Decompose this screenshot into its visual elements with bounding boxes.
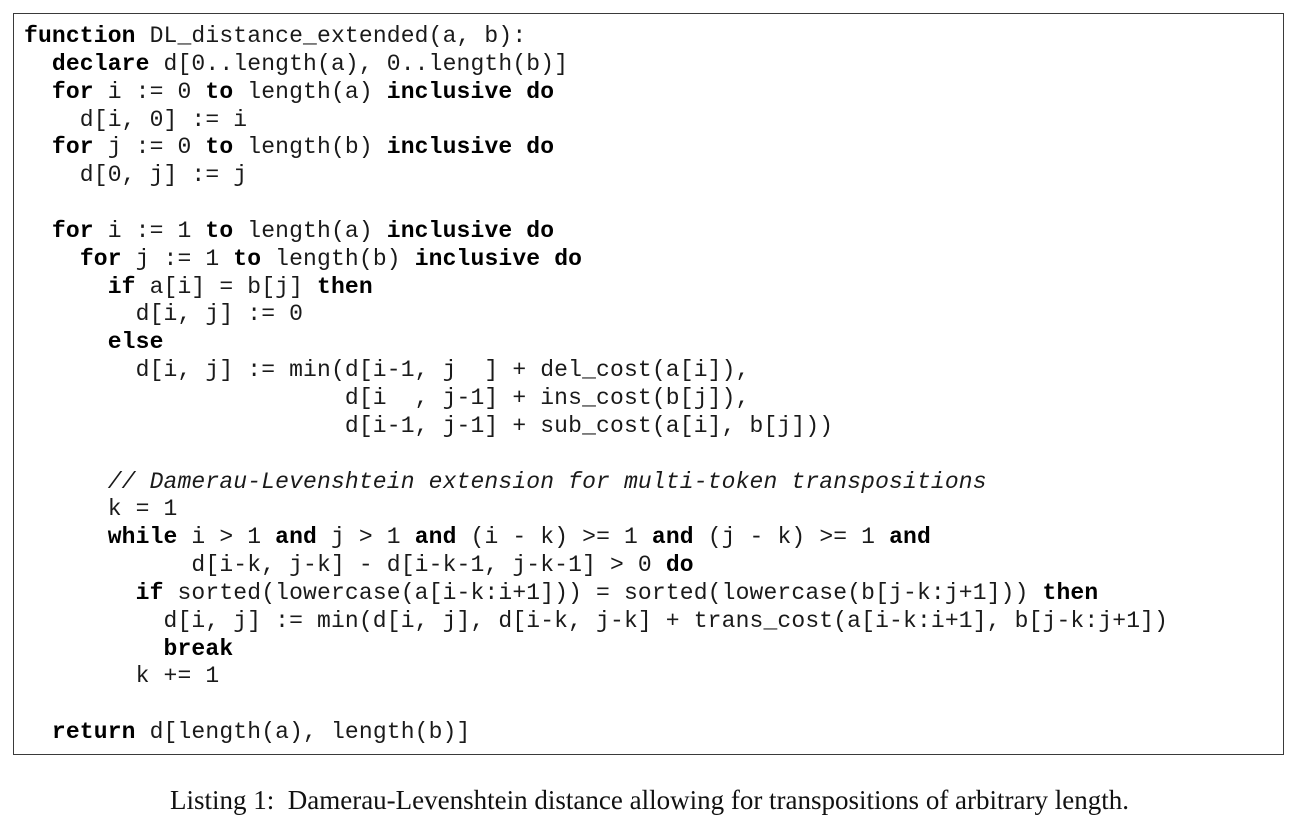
code-line bbox=[24, 218, 1168, 246]
code-keyword: to bbox=[233, 245, 262, 272]
code-text: d[i, j] := min(d[i, j], d[i-k, j-k] + trans_cost(a[i-k:i+1], b[j-k:j+1]) bbox=[24, 607, 1169, 634]
code-keyword: and bbox=[889, 524, 931, 551]
code-text: d[i, j] := min(d[i-1, j ] + del_cost(a[i]), bbox=[24, 357, 750, 384]
code-text: d[i-k, j-k] - d[i-k-1, j-k-1] > 0 bbox=[24, 552, 666, 579]
code-line bbox=[24, 691, 1168, 719]
code-line bbox=[24, 385, 1168, 413]
code-text: a[i] = b[j] bbox=[135, 273, 318, 300]
code-line bbox=[24, 441, 1168, 469]
code-text: i := 1 bbox=[93, 217, 206, 244]
code-comment: // Damerau-Levenshtein extension for multi-token transpositions bbox=[107, 468, 987, 495]
code-text bbox=[24, 329, 108, 355]
code-text bbox=[24, 636, 164, 662]
code-keyword: for bbox=[51, 134, 94, 161]
code-keyword: and bbox=[275, 524, 318, 551]
code-text bbox=[24, 218, 52, 244]
code-text: d[i , j-1] + ins_cost(b[j]), bbox=[24, 384, 750, 411]
code-text: j := 0 bbox=[93, 134, 206, 161]
code-listing-box bbox=[13, 13, 1284, 755]
code-text: d[i-1, j-1] + sub_cost(a[i], b[j])) bbox=[24, 412, 834, 439]
code-line bbox=[24, 23, 1168, 51]
code-line bbox=[24, 636, 1168, 664]
code-keyword: and bbox=[651, 524, 694, 551]
code-line bbox=[24, 134, 1168, 162]
code-text: d[0, j] := j bbox=[24, 162, 248, 189]
code-line bbox=[24, 357, 1168, 385]
code-keyword: inclusive do bbox=[386, 134, 555, 161]
listing-caption: Listing 1: Damerau-Levenshtein distance allowing for transpositions of arbitrary length. bbox=[169, 785, 1129, 815]
code-keyword: to bbox=[205, 78, 234, 105]
code-line bbox=[24, 190, 1168, 218]
code-line bbox=[24, 246, 1168, 274]
code-text: k += 1 bbox=[24, 663, 220, 690]
code-line bbox=[24, 51, 1168, 79]
code-text: i > 1 bbox=[177, 524, 276, 551]
code-text bbox=[24, 580, 136, 606]
code-text: length(b) bbox=[261, 245, 415, 272]
code-text: d[length(a), length(b)] bbox=[135, 719, 471, 746]
code-keyword: then bbox=[1042, 579, 1099, 606]
code-line bbox=[24, 329, 1168, 357]
code-text: length(a) bbox=[233, 78, 387, 105]
code-text: length(a) bbox=[233, 217, 387, 244]
code-keyword: inclusive do bbox=[386, 78, 555, 105]
code-keyword: if bbox=[135, 579, 164, 606]
code-line bbox=[24, 301, 1168, 329]
code-keyword: inclusive do bbox=[414, 245, 583, 272]
code-text bbox=[24, 469, 108, 495]
code-line bbox=[24, 580, 1168, 608]
code-text: sorted(lowercase(a[i-k:i+1])) = sorted(lowercase(b[j-k:j+1])) bbox=[163, 579, 1043, 606]
code-keyword: if bbox=[107, 273, 136, 300]
code-text bbox=[24, 274, 108, 300]
code-keyword: inclusive do bbox=[386, 217, 555, 244]
code-text bbox=[24, 134, 52, 160]
code-text: i := 0 bbox=[93, 78, 206, 105]
code-line bbox=[24, 496, 1168, 524]
code-text: (j - k) >= 1 bbox=[693, 524, 890, 551]
code-keyword: to bbox=[205, 134, 234, 161]
code-keyword: function bbox=[24, 23, 136, 49]
code-text: j := 1 bbox=[121, 245, 234, 272]
code-line bbox=[24, 469, 1168, 497]
code-keyword: for bbox=[51, 78, 94, 105]
code-line bbox=[24, 524, 1168, 552]
code-keyword: else bbox=[107, 329, 164, 356]
code-keyword: and bbox=[414, 524, 457, 551]
code-line bbox=[24, 663, 1168, 691]
code-text: d[i, j] := 0 bbox=[24, 301, 304, 328]
code-line bbox=[24, 107, 1168, 135]
code-line bbox=[24, 552, 1168, 580]
code-block bbox=[24, 23, 1168, 747]
code-keyword: declare bbox=[51, 50, 150, 77]
code-keyword: for bbox=[51, 217, 94, 244]
code-text: (i - k) >= 1 bbox=[456, 524, 652, 551]
code-keyword: for bbox=[79, 245, 122, 272]
code-text bbox=[24, 719, 52, 745]
code-line bbox=[24, 162, 1168, 190]
code-line bbox=[24, 79, 1168, 107]
code-text bbox=[24, 79, 52, 105]
code-keyword: break bbox=[163, 635, 234, 662]
code-keyword: do bbox=[665, 552, 694, 579]
code-text: length(b) bbox=[233, 134, 387, 161]
code-line bbox=[24, 719, 1168, 747]
code-text: DL_distance_extended(a, b): bbox=[135, 23, 527, 49]
code-text: d[i, 0] := i bbox=[24, 106, 248, 133]
code-keyword: while bbox=[107, 524, 178, 551]
code-text: k = 1 bbox=[24, 496, 178, 523]
code-line bbox=[24, 413, 1168, 441]
code-line bbox=[24, 274, 1168, 302]
code-text bbox=[24, 246, 80, 272]
code-keyword: to bbox=[205, 217, 234, 244]
code-keyword: then bbox=[317, 273, 373, 300]
code-text: j > 1 bbox=[317, 524, 415, 551]
code-keyword: return bbox=[51, 719, 136, 746]
code-line bbox=[24, 608, 1168, 636]
code-text bbox=[24, 51, 52, 77]
code-text: d[0..length(a), 0..length(b)] bbox=[149, 50, 569, 77]
code-text bbox=[24, 524, 108, 550]
